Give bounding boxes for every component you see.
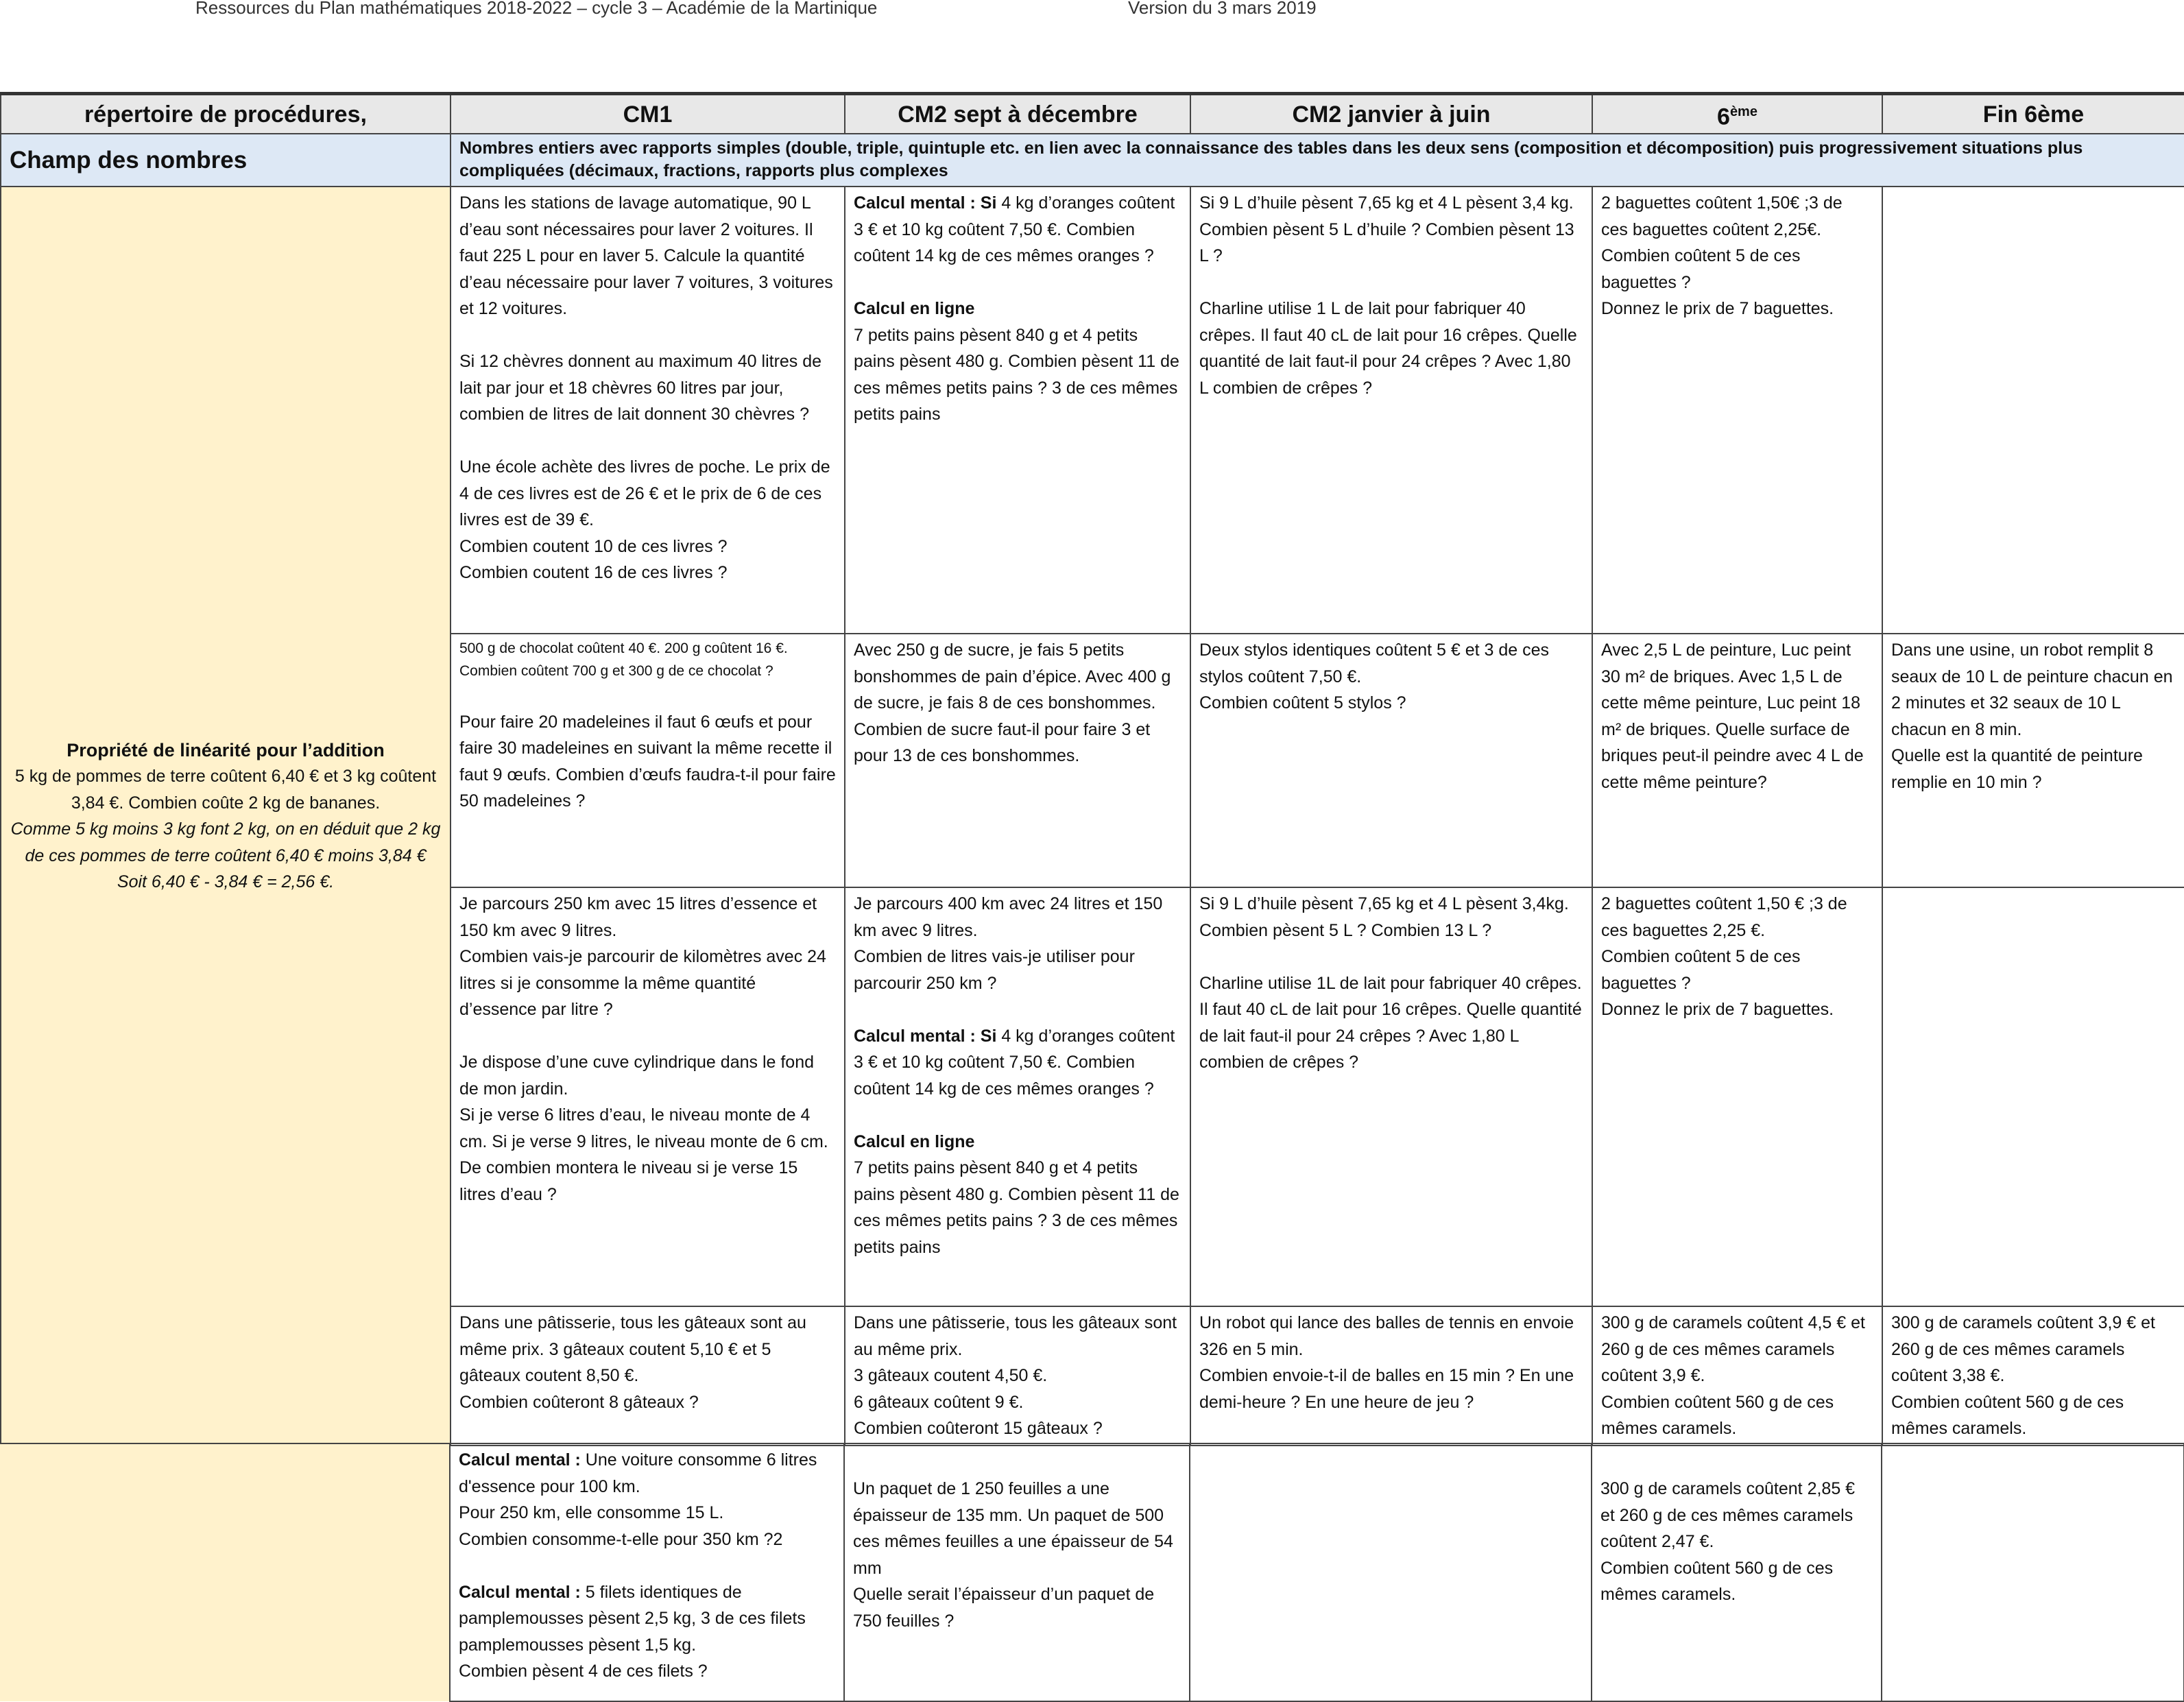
progression-table (0, 92, 2184, 1446)
problem-body: Charline utilise 1L de lait pour fabriquer 40 crêpes. Il faut 40 cL de lait pour 16 crêpes. Quelle quantité de lait faut-il pour 24 crêpes ? Avec 1,80 L combien de crêpes ? (1199, 973, 1582, 1072)
problem-text (1199, 1310, 1583, 1415)
cell-cm2-sept (844, 1443, 1190, 1701)
problem-body: Dans une usine, un robot remplit 8 seaux de 10 L de peinture chacun en 2 minutes et 32 seaux de 10 L chacun en 8 min. Quelle est la quantité de peinture remplie en 10 min ? (1891, 640, 2173, 792)
problem-text (854, 891, 1181, 996)
champ-row (1, 134, 2184, 187)
problem-body: Deux stylos identiques coûtent 5 € et 3 de ces stylos coûtent 7,50 €. Combien coûtent 5 stylos ? (1199, 640, 1550, 713)
problem-body: Un paquet de 1 250 feuilles a une épaisseur de 135 mm. Un paquet de 500 ces mêmes feuilles a une épaisseur de 54 mm Quelle serait l’épaisseur d’un paquet de 750 feuilles ? (853, 1479, 1173, 1631)
property-explanation: Comme 5 kg moins 3 kg font 2 kg, on en déduit que 2 kg de ces pommes de terre coûtent 6,40 € moins 3,84 € (10, 819, 441, 865)
property-cell-empty (0, 1443, 450, 1701)
problem-body: Avec 250 g de sucre, je fais 5 petits bonshommes de pain d’épice. Avec 400 g de sucre, je fais 8 de ces bonshommes. Combien de sucre faut-il pour faire 3 et pour 13 de ces bonshommes. (854, 640, 1171, 766)
problem-text (1199, 296, 1583, 401)
problem-body: 2 baguettes coûtent 1,50 € ;3 de ces baguettes 2,25 €. Combien coûtent 5 de ces baguettes ? Donnez le prix de 7 baguettes. (1601, 894, 1847, 1020)
cell-6eme (1592, 187, 1882, 634)
problem-text (853, 1447, 1181, 1634)
problem-body: 300 g de caramels coûtent 3,9 € et 260 g de ces mêmes caramels coûtent 3,38 €. Combien coûtent 560 g de ces mêmes caramels. (1891, 1313, 2155, 1439)
document-version: Version du 3 mars 2019 (1128, 0, 1317, 18)
problem-text (1199, 190, 1583, 269)
table-row (1, 187, 2184, 634)
cell-cm2-sept (845, 1306, 1190, 1446)
problem-text (1199, 891, 1583, 944)
problem-body: 4 kg d’oranges coûtent 3 € et 10 kg coûtent 7,50 €. Combien coûtent 14 kg de ces mêmes oranges ? (854, 193, 1175, 266)
cell-6eme (1592, 634, 1882, 887)
problem-text (854, 190, 1181, 269)
property-statement: 5 kg de pommes de terre coûtent 6,40 € et 3 kg coûtent 3,84 €. Combien coûte 2 kg de bananes. (14, 767, 437, 813)
column-header-6eme-sup: ème (1729, 104, 1757, 119)
cell-fin-6eme (1882, 887, 2184, 1306)
document-header-title: Ressources du Plan mathématiques 2018-2022 – cycle 3 – Académie de la Martinique (195, 0, 878, 18)
problem-text (459, 1049, 836, 1208)
cell-fin-6eme (1882, 634, 2184, 887)
problem-text (1199, 637, 1583, 717)
cell-cm2-janv (1190, 887, 1592, 1306)
cell-6eme (1592, 887, 1882, 1306)
problem-body: Charline utilise 1 L de lait pour fabriquer 40 crêpes. Il faut 40 cL de lait pour 16 crêpes. Quelle quantité de lait faut-il pour 24 crêpes ? Avec 1,80 L combien de crêpes ? (1199, 299, 1577, 398)
cell-cm2-sept (845, 187, 1190, 634)
problem-body: 4 kg d’oranges coûtent 3 € et 10 kg coûtent 7,50 €. Combien coûtent 14 kg de ces mêmes oranges ? (854, 1026, 1175, 1099)
problem-text (1601, 637, 1873, 795)
problem-text (854, 296, 1181, 428)
problem-text (854, 1129, 1181, 1261)
problem-body: Dans une pâtisserie, tous les gâteaux sont au même prix. 3 gâteaux coutent 4,50 €. 6 gâteaux coûtent 9 €. Combien coûteront 15 gâteaux ? (854, 1313, 1177, 1439)
cell-cm1 (451, 1306, 845, 1446)
progression-table-continued (0, 1443, 2184, 1702)
champ-description: Nombres entiers avec rapports simples (double, triple, quintuple etc. en lien avec la connaissance des tables dans les deux sens (composition et décomposition) puis progressivement situations plus compliquées (décimaux, fractions, rapports plus complexes (451, 134, 2184, 187)
champ-label: Champ des nombres (1, 134, 451, 187)
cell-cm2-sept (845, 887, 1190, 1306)
cell-cm2-sept (845, 634, 1190, 887)
column-header-procedures: répertoire de procédures, (1, 94, 451, 134)
cell-cm1 (450, 1443, 844, 1701)
problem-text (459, 637, 836, 682)
problem-body: Je parcours 250 km avec 15 litres d’essence et 150 km avec 9 litres. Combien vais-je parcourir de kilomètres avec 24 litres si je consomme la même quantité d’essence par litre ? (459, 894, 826, 1020)
problem-text (459, 1447, 835, 1553)
cell-cm1 (451, 634, 845, 887)
cell-6eme (1592, 1306, 1882, 1446)
problem-body: 5 filets identiques de pamplemousses pèsent 2,5 kg, 3 de ces filets pamplemousses pèsent 1,5 kg. Combien pèsent 4 de ces filets ? (459, 1582, 806, 1681)
problem-label: Calcul mental : Si (854, 193, 997, 213)
cell-fin-6eme (1882, 187, 2184, 634)
problem-body: Une école achète des livres de poche. Le prix de 4 de ces livres est de 26 € et le prix de 6 de ces livres est de 39 €. Combien coutent 10 de ces livres ? Combien coutent 16 de ces livres ? (459, 457, 830, 583)
problem-text (1600, 1447, 1873, 1608)
problem-body: Dans une pâtisserie, tous les gâteaux sont au même prix. 3 gâteaux coutent 5,10 € et 5 gâteaux coutent 8,50 €. Combien coûteront 8 gâteaux ? (459, 1313, 806, 1412)
problem-text (1601, 1310, 1873, 1442)
problem-text (459, 1579, 835, 1685)
cell-cm2-janv (1190, 1443, 1592, 1701)
cell-cm2-janv (1190, 187, 1592, 634)
problem-label: Calcul mental : (459, 1582, 581, 1602)
problem-text (854, 1023, 1181, 1103)
problem-text (459, 709, 836, 815)
cell-cm1 (451, 887, 845, 1306)
property-title: Propriété de linéarité pour l’addition (67, 739, 385, 760)
problem-body: 7 petits pains pèsent 840 g et 4 petits pains pèsent 480 g. Combien pèsent 11 de ces mêmes petits pains ? 3 de ces mêmes petits pains (854, 325, 1179, 424)
cell-fin-6eme (1882, 1306, 2184, 1446)
problem-text (1891, 637, 2176, 795)
problem-text (1891, 1310, 2176, 1442)
problem-text (459, 1310, 836, 1415)
problem-body: Un robot qui lance des balles de tennis en envoie 326 en 5 min. Combien envoie-t-il de balles en 15 min ? En une demi-heure ? En une heure de jeu ? (1199, 1313, 1574, 1412)
column-header-6eme (1592, 94, 1882, 134)
problem-body: 300 g de caramels coûtent 4,5 € et 260 g de ces mêmes caramels coûtent 3,9 €. Combien coûtent 560 g de ces mêmes caramels. (1601, 1313, 1865, 1439)
problem-body: Si 12 chèvres donnent au maximum 40 litres de lait par jour et 18 chèvres 60 litres par jour, combien de litres de lait donnent 30 chèvres ? (459, 352, 822, 424)
cell-cm2-janv (1190, 634, 1592, 887)
problem-body: Une voiture consomme 6 litres d'essence pour 100 km. Pour 250 km, elle consomme 15 L. Combien consomme-t-elle pour 350 km ?2 (459, 1450, 817, 1549)
table-row (0, 1443, 2184, 1701)
problem-body: Je dispose d’une cuve cylindrique dans le fond de mon jardin. Si je verse 6 litres d’eau, le niveau monte de 4 cm. Si je verse 9 litres, le niveau monte de 6 cm. De combien montera le niveau si je verse 15 litres d’eau ? (459, 1053, 828, 1204)
column-header-6eme-base: 6 (1717, 104, 1730, 130)
column-header-cm2-janv: CM2 janvier à juin (1190, 94, 1592, 134)
header-row (1, 94, 2184, 134)
problem-text (459, 891, 836, 1023)
problem-label: Calcul mental : Si (854, 1026, 997, 1046)
property-result: Soit 6,40 € - 3,84 € = 2,56 €. (117, 872, 335, 892)
problem-text (1601, 891, 1873, 1023)
problem-body: Si 9 L d’huile pèsent 7,65 kg et 4 L pèsent 3,4kg. Combien pèsent 5 L ? Combien 13 L ? (1199, 894, 1569, 940)
column-header-fin-6eme: Fin 6ème (1882, 94, 2184, 134)
problem-label: Calcul en ligne (854, 299, 975, 319)
cell-cm2-janv (1190, 1306, 1592, 1446)
problem-text (1601, 190, 1873, 322)
problem-body: Avec 2,5 L de peinture, Luc peint 30 m² de briques. Avec 1,5 L de cette même peinture, Luc peint 18 m² de briques. Quelle surface de briques peut-il peindre avec 4 L de cette même peinture? (1601, 640, 1864, 792)
problem-body: 300 g de caramels coûtent 2,85 € et 260 g de ces mêmes caramels coûtent 2,47 €. Combien coûtent 560 g de ces mêmes caramels. (1600, 1479, 1856, 1604)
problem-label: Calcul en ligne (854, 1131, 975, 1151)
cell-cm1 (451, 187, 845, 634)
column-header-cm1: CM1 (451, 94, 845, 134)
column-header-cm2-sept: CM2 sept à décembre (845, 94, 1190, 134)
problem-text (1199, 970, 1583, 1076)
problem-text (459, 454, 836, 586)
problem-body: 2 baguettes coûtent 1,50€ ;3 de ces baguettes coûtent 2,25€. Combien coûtent 5 de ces baguettes ? Donnez le prix de 7 baguettes. (1601, 193, 1843, 319)
problem-text (854, 637, 1181, 769)
problem-text (459, 348, 836, 428)
problem-label: Calcul mental : (459, 1450, 581, 1470)
problem-body: Je parcours 400 km avec 24 litres et 150 km avec 9 litres. Combien de litres vais-je utiliser pour parcourir 250 km ? (854, 894, 1163, 993)
cell-6eme (1592, 1443, 1882, 1701)
property-cell (1, 187, 451, 1446)
problem-text (459, 190, 836, 322)
problem-body: Dans les stations de lavage automatique, 90 L d’eau sont nécessaires pour laver 2 voitures. Il faut 225 L pour en laver 5. Calcule la quantité d’eau nécessaire pour laver 7 voitures, 3 voitures et 12 voitures. (459, 193, 833, 319)
cell-fin-6eme (1882, 1443, 2184, 1701)
problem-body: 500 g de chocolat coûtent 40 €. 200 g coûtent 16 €. Combien coûtent 700 g et 300 g de ce chocolat ? (459, 640, 788, 680)
problem-body: 7 petits pains pèsent 840 g et 4 petits pains pèsent 480 g. Combien pèsent 11 de ces mêmes petits pains ? 3 de ces mêmes petits pains (854, 1158, 1179, 1257)
problem-body: Pour faire 20 madeleines il faut 6 œufs et pour faire 30 madeleines en suivant la même recette il faut 9 œufs. Combien d’œufs faudra-t-il pour faire 50 madeleines ? (459, 712, 836, 811)
problem-body: Si 9 L d’huile pèsent 7,65 kg et 4 L pèsent 3,4 kg. Combien pèsent 5 L d’huile ? Combien pèsent 13 L ? (1199, 193, 1574, 266)
problem-text (854, 1310, 1181, 1442)
